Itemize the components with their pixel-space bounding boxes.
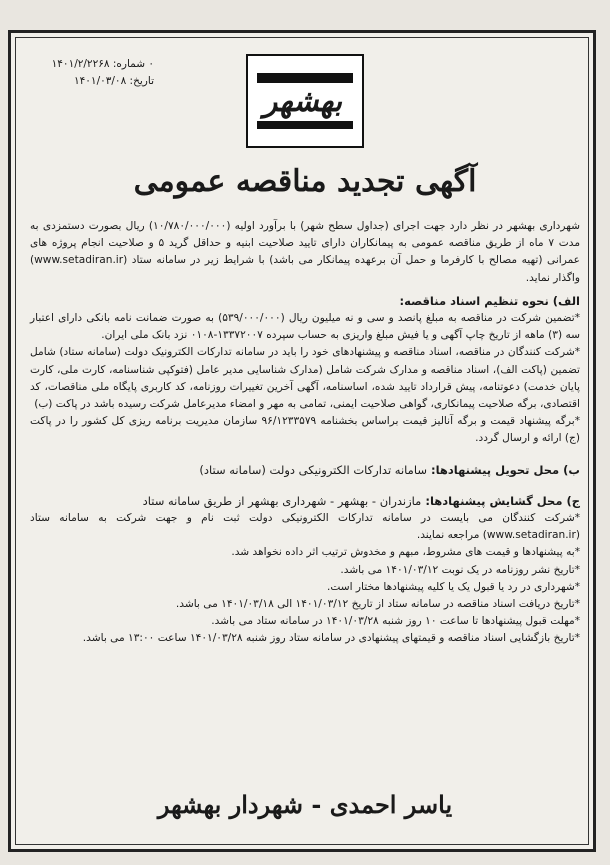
section-c-item: *مهلت قبول پیشنهادها تا ساعت ۱۰ روز شنبه ۱۴۰۱/۰۳/۲۸ در سامانه ستاد می باشد. xyxy=(211,615,580,628)
section-c-heading: ج) محل گشایش پیشنهادها: xyxy=(425,493,580,508)
section-b-text: سامانه تدارکات الکترونیکی دولت (سامانه ستاد) xyxy=(199,462,427,477)
notice-title: آگهی تجدید مناقصه عمومی xyxy=(133,164,477,199)
reference-number: ۰ شماره: ۱۴۰۱/۲/۲۲۶۸ xyxy=(51,58,154,70)
logo-top-band xyxy=(257,73,353,83)
section-a-heading: الف) نحوه تنظیم اسناد مناقصه: xyxy=(399,293,580,308)
section-c-text: مازندران - بهشهر - شهرداری بهشهر از طریق سامانه ستاد xyxy=(142,493,422,508)
intro-paragraph: شهرداری بهشهر در نظر دارد جهت اجرای (جداول سطح شهر) با برآورد اولیه (۱۰/۷۸۰/۰۰۰/۰۰۰) ریال بصورت دستمزدی به مدت ۷ ماه از طریق مناقصه عمومی به پیمانکاران دارای تایید صلاحیت ابنیه و حداقل گرید ۵ و صلاحیت انجام پروژه های عمرانی (تهیه مصالح با کارفرما و حمل آن برعهده پیمانکار می باشد) با شرایط زیر در سامانه ستاد (www.setadiran.ir) واگذار نماید. xyxy=(30,220,581,284)
section-b-heading: ب) محل تحویل پیشنهادها: xyxy=(430,462,580,477)
section-c-item: *تاریخ نشر روزنامه در یک نوبت ۱۴۰۱/۰۳/۱۲ می باشد. xyxy=(340,563,580,576)
section-c xyxy=(30,493,580,510)
section-c-item: *شهرداری در رد یا قبول یک یا کلیه پیشنهادها مختار است. xyxy=(326,580,580,593)
signature: یاسر احمدی - شهردار بهشهر xyxy=(157,790,453,819)
section-c-item: *تاریخ دریافت اسناد مناقصه در سامانه ستاد از تاریخ ۱۴۰۱/۰۳/۱۲ الی ۱۴۰۱/۰۳/۱۸ می باشد. xyxy=(175,598,580,611)
section-c-item: *تاریخ بازگشایی اسناد مناقصه و قیمتهای پیشنهادی در سامانه ستاد روز شنبه ۱۴۰۱/۰۳/۲۸ ساعت ۱۳:۰۰ می باشد. xyxy=(82,632,580,645)
section-a-item: *تضمین شرکت در مناقصه به مبلغ پانصد و سی و نه میلیون ریال (۵۳۹/۰۰۰/۰۰۰) به صورت ضمانت نامه بانکی دارای اعتبار سه (۳) ماهه از تاریخ چاپ آگهی و یا فیش مبلغ واریزی به حساب سپرده ۱۳۳۷۲۰۰۷-۰۱۰۸ نزد بانک ملی ایران. xyxy=(30,312,580,342)
section-c-item: *به پیشنهادها و قیمت های مشروط، مبهم و مخدوش ترتیب اثر داده نخواهد شد. xyxy=(231,546,580,559)
municipality-logo xyxy=(246,54,364,148)
section-a-item: *شرکت کنندگان در مناقصه، اسناد مناقصه و پیشنهادهای خود را باید در سامانه تدارکات الکترونیک دولت (سامانه ستاد) شامل تضمین (پاکت الف)، اسناد مناقصه و مدارک شرکت شامل (مدارک شناسایی مدیر عامل (فتوکپی شناسنامه، کارت ملی، کارت پایان خدمت) دعوتنامه، پیش قرارداد تایید شده، اساسنامه، آگهی آخرین تغییرات روزنامه، کد کاربری پایگاه ملی مناقصات، کد اقتصادی، برگه صلاحیت پیمانکاری، گواهی صلاحیت ایمنی، تمامی به مهر و امضاء مدیرعامل شرکت رسیده باشد در پاکت (ب) xyxy=(30,346,580,411)
logo-bottom-band xyxy=(257,121,353,129)
logo-mark: بهشهر xyxy=(261,84,349,119)
reference-date: تاریخ: ۱۴۰۱/۰۳/۰۸ xyxy=(74,75,154,87)
reference-info xyxy=(44,56,154,90)
notice-body xyxy=(30,218,580,648)
section-b xyxy=(30,462,580,479)
section-c-item: *شرکت کنندگان می بایست در سامانه تدارکات الکترونیکی دولت ثبت نام و جهت شرکت به سامانه ستاد (www.setadiran.ir) مراجعه نمایند. xyxy=(30,512,580,542)
section-a-item: *برگه پیشنهاد قیمت و برگه آنالیز قیمت براساس بخشنامه ۹۶/۱۲۳۳۵۷۹ سازمان مدیریت برنامه ریزی کل کشور را در پاکت (ج) ارائه و ارسال گردد. xyxy=(30,415,580,445)
